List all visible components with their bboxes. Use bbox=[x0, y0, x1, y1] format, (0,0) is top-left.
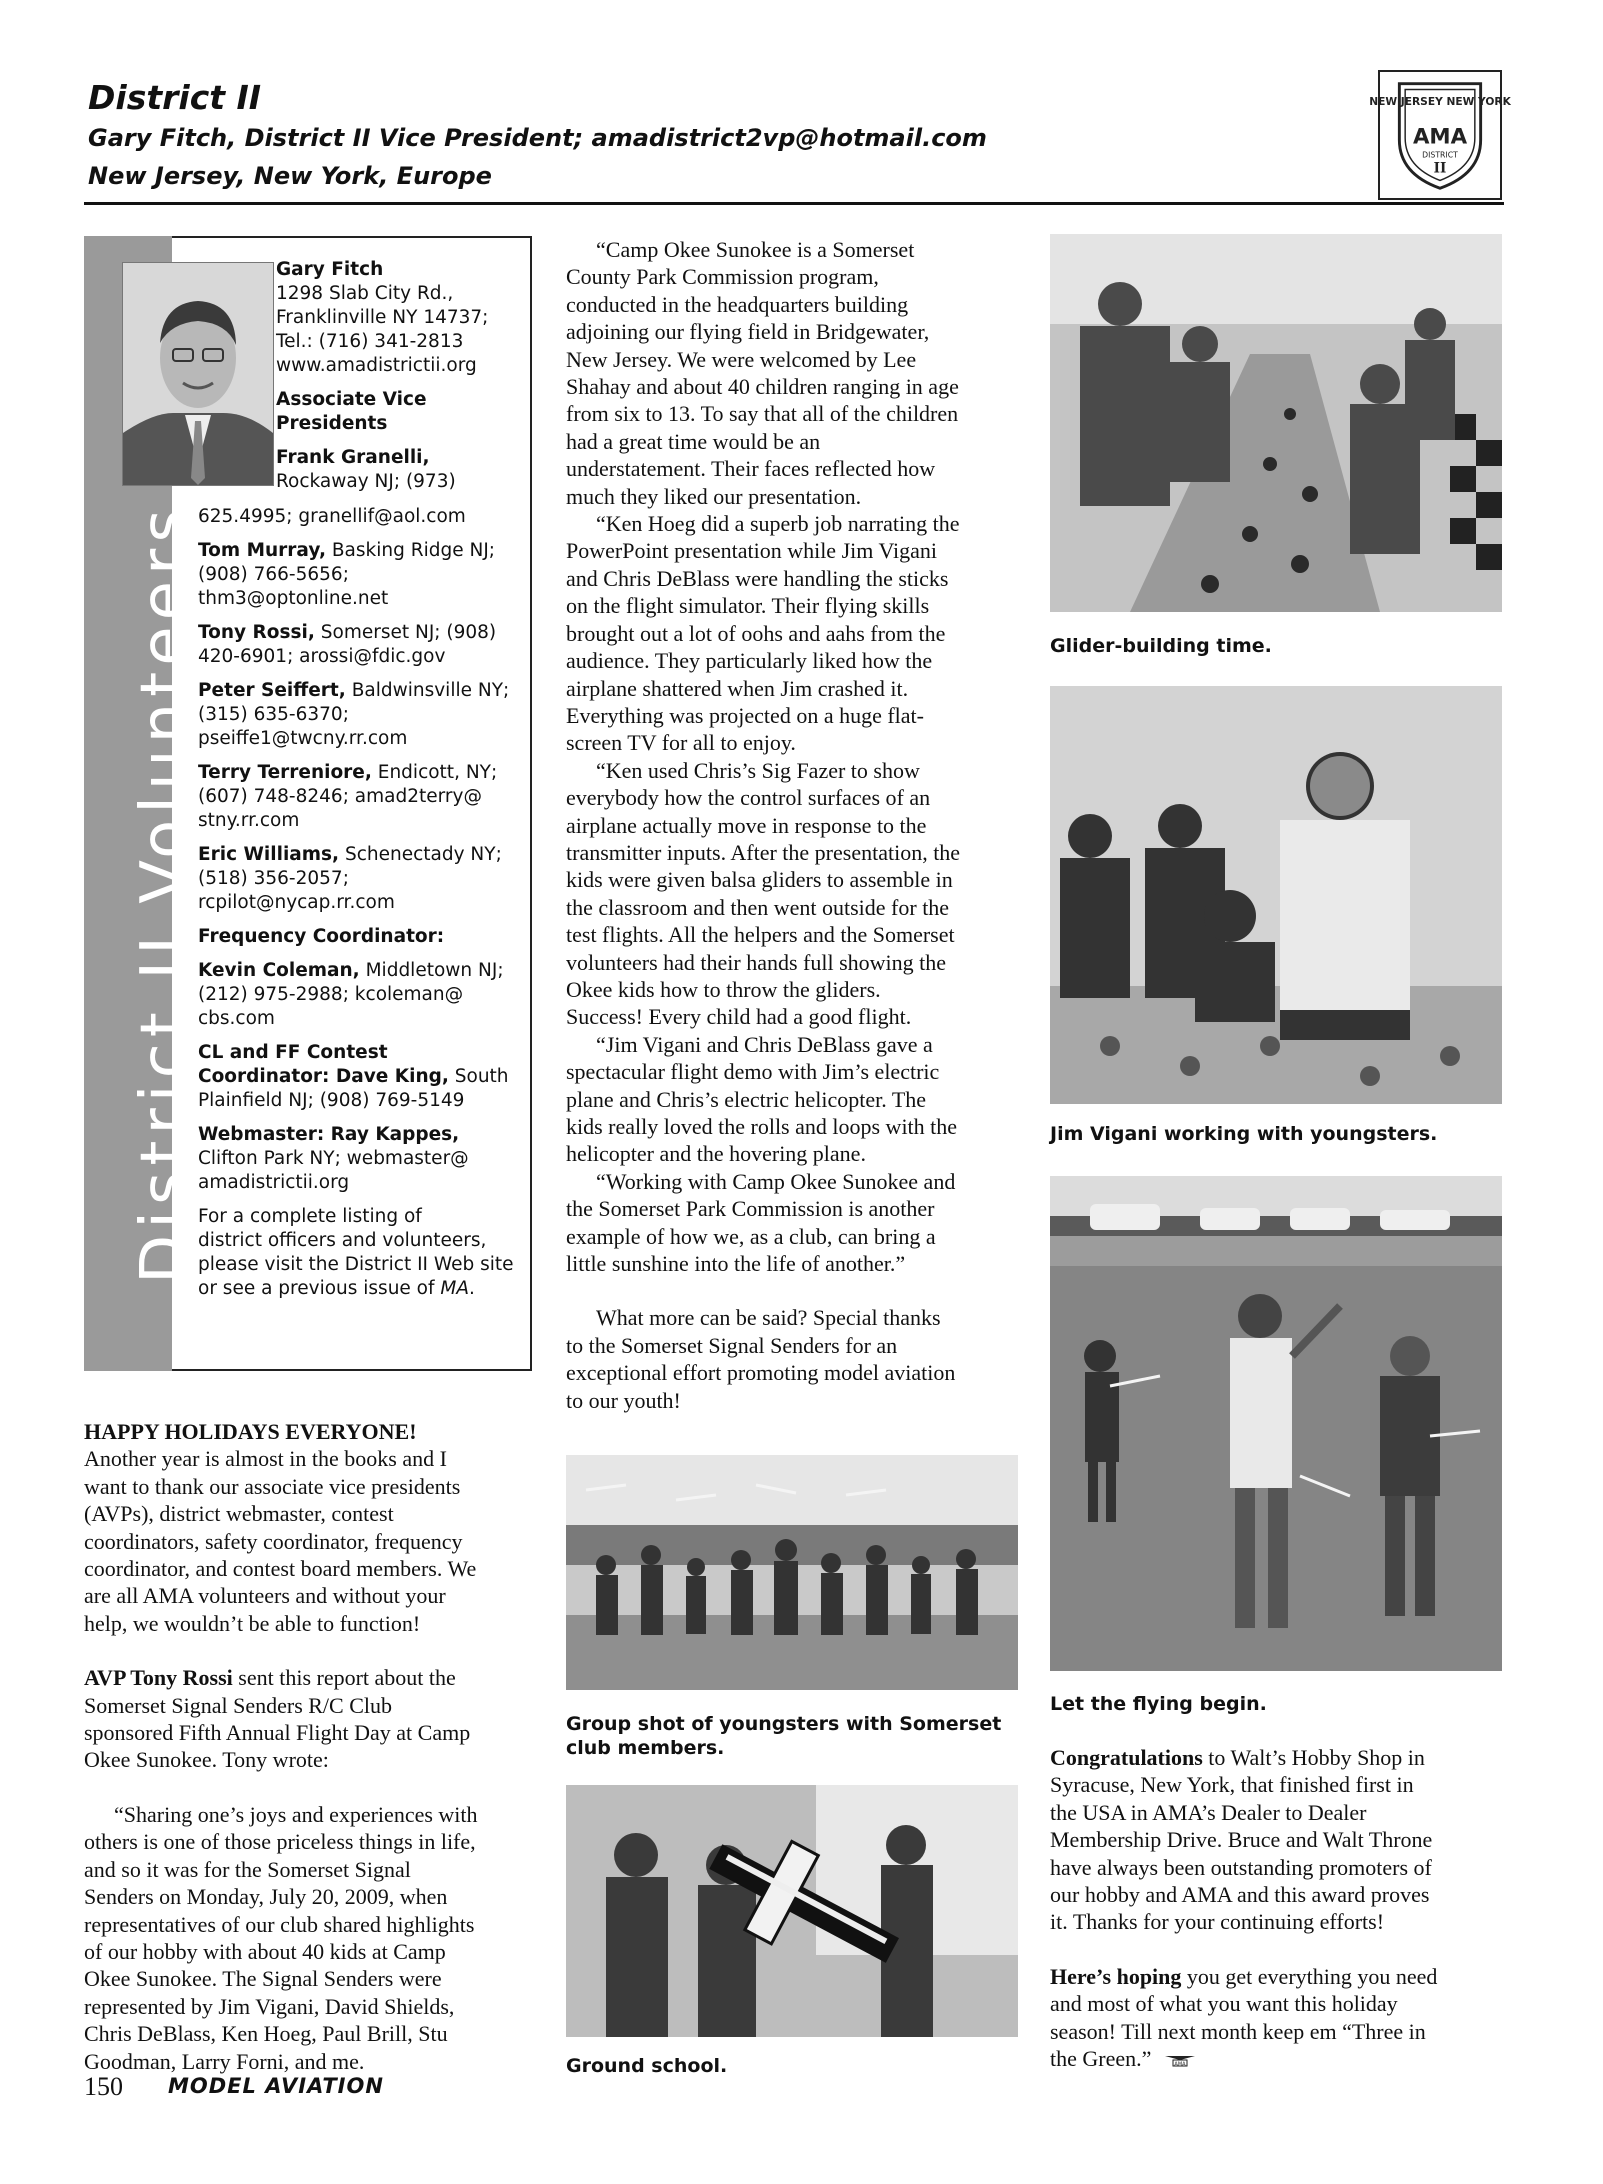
glider-building-caption: Glider-building time. bbox=[1050, 635, 1272, 657]
col3-hoping-l1: you get everything you need bbox=[1181, 1963, 1438, 1989]
col2-p3-l1: “Ken used Chris’s Sig Fazer to show bbox=[596, 757, 920, 783]
column-1 bbox=[84, 1418, 539, 2075]
col2-p1-l8: had a great time would be an bbox=[566, 428, 821, 454]
col2-p5-l1: “Working with Camp Okee Sunokee and bbox=[596, 1168, 956, 1194]
note-line1: For a complete listing of bbox=[198, 1206, 422, 1227]
col2-p6-l3: exceptional effort promoting model aviation bbox=[566, 1360, 956, 1386]
col1-p3-l10: Goodman, Larry Forni, and me. bbox=[84, 2048, 365, 2074]
kevin-line3: cbs.com bbox=[198, 1008, 275, 1029]
col2-p4-l3: plane and Chris’s electric helicopter. The bbox=[566, 1086, 927, 1112]
col3-congrats-l6: our hobby and AMA and this award proves bbox=[1050, 1882, 1430, 1908]
col2-p2-l7: airplane shattered when Jim crashed it. bbox=[566, 675, 909, 701]
col3-hoping-l2: and most of what you want this holiday bbox=[1050, 1991, 1398, 2017]
vp-address1: 1298 Slab City Rd., bbox=[276, 283, 454, 304]
peter-name: Peter Seiffert, bbox=[198, 680, 346, 701]
col2-p2-l1: “Ken Hoeg did a superb job narrating the bbox=[596, 511, 960, 537]
col2-p3-l4: transmitter inputs. After the presentation, the bbox=[566, 839, 961, 865]
col2-p2-l5: brought out a lot of oohs and aahs from the bbox=[566, 620, 946, 646]
col3-congrats-l5: have always been outstanding promoters of bbox=[1050, 1854, 1432, 1880]
col2-p1-l9: understatement. Their faces reflected how bbox=[566, 456, 936, 482]
col2-p4-l1: “Jim Vigani and Chris DeBlass gave a bbox=[596, 1031, 933, 1057]
col2-p3-l2: everybody how the control surfaces of an bbox=[566, 785, 931, 811]
col2-p5-l2: the Somerset Park Commission is another bbox=[566, 1196, 935, 1222]
col2-p5-l4: little sunshine into the life of another.” bbox=[566, 1251, 906, 1277]
column-2 bbox=[566, 236, 1026, 1414]
col1-p1-l6: are all AMA volunteers and without your bbox=[84, 1583, 446, 1609]
col2-p4-l2: spectacular flight demo with Jim’s electric bbox=[566, 1059, 940, 1085]
col1-p3-l1: “Sharing one’s joys and experiences with bbox=[114, 1801, 478, 1827]
col2-p6-l2: to the Somerset Signal Senders for an bbox=[566, 1332, 898, 1358]
col2-p2-l2: PowerPoint presentation while Jim Vigani bbox=[566, 538, 938, 564]
col1-p3-l6: of our hobby with about 40 kids at Camp bbox=[84, 1938, 446, 1964]
col1-p2-l2: Somerset Signal Senders R/C Club bbox=[84, 1692, 392, 1718]
eric-line1: Schenectady NY; bbox=[339, 844, 502, 865]
col2-p1-l5: New Jersey. We were welcomed by Lee bbox=[566, 346, 917, 372]
note-line4: or see a previous issue of bbox=[198, 1278, 441, 1299]
col1-p1-l2: want to thank our associate vice presidents bbox=[84, 1473, 461, 1499]
note-end: . bbox=[469, 1278, 475, 1299]
badge-ama-text: AMA bbox=[1412, 124, 1468, 150]
col1-p3-l4: Senders on Monday, July 20, 2009, when bbox=[84, 1884, 448, 1910]
terry-line2: (607) 748-8246; amad2terry@ bbox=[198, 786, 482, 807]
avp-heading-2: Presidents bbox=[276, 413, 388, 434]
district-title: District II bbox=[88, 78, 262, 117]
magazine-name: MODEL AVIATION bbox=[168, 2074, 384, 2098]
flying-begin-caption: Let the flying begin. bbox=[1050, 1693, 1267, 1715]
frank-name: Frank Granelli, bbox=[276, 447, 430, 468]
col1-p2-l3: sponsored Fifth Annual Flight Day at Camp bbox=[84, 1720, 471, 1746]
col1-p1-l1: Another year is almost in the books and I bbox=[84, 1446, 447, 1472]
vp-name: Gary Fitch bbox=[276, 259, 384, 280]
col1-p2-l4: Okee Sunokee. Tony wrote: bbox=[84, 1747, 329, 1773]
col2-p2-l8: Everything was projected on a huge flat- bbox=[566, 702, 924, 728]
frank-line2: 625.4995; granellif@aol.com bbox=[198, 506, 466, 527]
note-line3: please visit the District II Web site bbox=[198, 1254, 514, 1275]
group-shot-caption bbox=[566, 1712, 1026, 1760]
col1-p3-l2: others is one of those priceless things in life, bbox=[84, 1829, 476, 1855]
terry-name: Terry Terreniore, bbox=[198, 762, 372, 783]
col3-congrats-l7: it. Thanks for your continuing efforts! bbox=[1050, 1909, 1385, 1935]
col2-p6-l1: What more can be said? Special thanks bbox=[596, 1305, 941, 1331]
col3-congrats-l2: Syracuse, New York, that finished first in bbox=[1050, 1772, 1414, 1798]
col3-congrats-l3: the USA in AMA’s Dealer to Dealer bbox=[1050, 1799, 1367, 1825]
col1-p3-l9: Chris DeBlass, Ken Hoeg, Paul Brill, Stu bbox=[84, 2021, 448, 2047]
webmaster-line1: Clifton Park NY; webmaster@ bbox=[198, 1148, 469, 1169]
ground-school-photo bbox=[566, 1785, 1018, 2037]
note-line2: district officers and volunteers, bbox=[198, 1230, 487, 1251]
tony-line1: Somerset NJ; (908) bbox=[314, 622, 497, 643]
col1-p3-l7: Okee Sunokee. The Signal Senders were bbox=[84, 1966, 442, 1992]
clff-line2: Plainfield NJ; (908) 769-5149 bbox=[198, 1090, 465, 1111]
col2-p4-l5: helicopter and the hovering plane. bbox=[566, 1141, 866, 1167]
ama-district-logo bbox=[1369, 72, 1511, 198]
avp-heading-1: Associate Vice bbox=[276, 389, 427, 410]
col3-hoping-l3: season! Till next month keep em “Three in bbox=[1050, 2018, 1426, 2044]
jim-vigani-caption: Jim Vigani working with youngsters. bbox=[1050, 1123, 1438, 1145]
eric-name: Eric Williams, bbox=[198, 844, 340, 865]
district-badge bbox=[1369, 70, 1511, 200]
group-shot-photo bbox=[566, 1455, 1018, 1690]
col2-p6-l4: to our youth! bbox=[566, 1387, 681, 1413]
col2-p2-l4: on the flight simulator. Their flying skills bbox=[566, 593, 930, 619]
volunteer-list bbox=[198, 505, 528, 1301]
col2-p3-l7: test flights. All the helpers and the Somerset bbox=[566, 922, 955, 948]
webmaster-line2: amadistrictii.org bbox=[198, 1172, 350, 1193]
terry-line1: Endicott, NY; bbox=[371, 762, 498, 783]
col1-p1-l5: coordinator, and contest board members. We bbox=[84, 1556, 477, 1582]
badge-top-text: NEW JERSEY NEW YORK bbox=[1369, 95, 1511, 108]
col1-p1-l7: help, we wouldn’t be able to function! bbox=[84, 1610, 421, 1636]
col3-hoping-l4: the Green.” bbox=[1050, 2046, 1152, 2072]
column-3-text bbox=[1050, 1744, 1510, 2075]
col2-p1-l3: conducted in the headquarters building bbox=[566, 291, 909, 317]
header-rule bbox=[84, 202, 1504, 205]
kevin-line2: (212) 975-2988; kcoleman@ bbox=[198, 984, 464, 1005]
col2-p2-l3: and Chris DeBlass were handling the sticks bbox=[566, 565, 949, 591]
clff-line1: South bbox=[448, 1066, 509, 1087]
col2-p1-l1: “Camp Okee Sunokee is a Somerset bbox=[596, 237, 915, 262]
col1-p3-l3: and so it was for the Somerset Signal bbox=[84, 1856, 411, 1882]
col1-p3-l8: represented by Jim Vigani, David Shields, bbox=[84, 1993, 455, 2019]
vp-tel: Tel.: (716) 341-2813 bbox=[276, 331, 464, 352]
col1-p1-l3: (AVPs), district webmaster, contest bbox=[84, 1501, 394, 1527]
glider-building-photo bbox=[1050, 234, 1502, 612]
clff-heading-1: CL and FF Contest bbox=[198, 1042, 388, 1063]
col2-p1-l4: adjoining our flying field in Bridgewater, bbox=[566, 319, 930, 345]
congrats-bold: Congratulations bbox=[1050, 1745, 1203, 1770]
holiday-heading: HAPPY HOLIDAYS EVERYONE! bbox=[84, 1419, 417, 1444]
page-header bbox=[84, 70, 1504, 205]
group-caption-line2: club members. bbox=[566, 1737, 725, 1759]
avp-tony-bold: AVP Tony Rossi bbox=[84, 1665, 233, 1691]
kevin-line1: Middletown NJ; bbox=[359, 960, 504, 981]
webmaster-name: Webmaster: Ray Kappes, bbox=[198, 1124, 460, 1145]
ama-end-mark-icon bbox=[1163, 2047, 1197, 2074]
col2-p3-l5: kids were given balsa gliders to assemble in bbox=[566, 867, 953, 893]
col2-p3-l3: airplane actually move in response to the bbox=[566, 812, 927, 838]
eric-line2: (518) 356-2057; bbox=[198, 868, 349, 889]
vp-line: Gary Fitch, District II Vice President; amadistrict2vp@hotmail.com bbox=[88, 124, 987, 152]
col2-p1-l7: from six to 13. To say that all of the children bbox=[566, 401, 959, 427]
col2-p3-l10: Success! Every child had a good flight. bbox=[566, 1004, 912, 1030]
col2-p3-l9: Okee kids how to throw the gliders. bbox=[566, 976, 881, 1002]
col3-congrats-l1: to Walt’s Hobby Shop in bbox=[1202, 1745, 1425, 1770]
col3-congrats-l4: Membership Drive. Bruce and Walt Throne bbox=[1050, 1827, 1433, 1853]
terry-line3: stny.rr.com bbox=[198, 810, 300, 831]
col1-p1-l4: coordinators, safety coordinator, frequency bbox=[84, 1528, 463, 1554]
tom-line1: Basking Ridge NJ; bbox=[325, 540, 496, 561]
tony-name: Tony Rossi, bbox=[198, 622, 315, 643]
page-number: 150 bbox=[84, 2072, 123, 2101]
tom-name: Tom Murray, bbox=[198, 540, 326, 561]
col2-p3-l6: the classroom and then went outside for the bbox=[566, 894, 950, 920]
tony-line2: 420-6901; arossi@fdic.gov bbox=[198, 646, 446, 667]
vp-address2: Franklinville NY 14737; bbox=[276, 307, 489, 328]
badge-district-text: DISTRICT bbox=[1422, 150, 1458, 160]
col2-p2-l9: screen TV for all to enjoy. bbox=[566, 730, 796, 756]
volunteers-tab-title: District II Volunteers bbox=[128, 503, 202, 1284]
ground-school-caption: Ground school. bbox=[566, 2055, 728, 2077]
hoping-bold: Here’s hoping bbox=[1050, 1963, 1182, 1989]
peter-line1: Baldwinsville NY; bbox=[345, 680, 510, 701]
badge-numeral: II bbox=[1433, 160, 1447, 177]
col2-p4-l4: kids really loved the rolls and loops with the bbox=[566, 1114, 958, 1139]
end-mark-text: AMA bbox=[1174, 2061, 1186, 2068]
peter-line2: (315) 635-6370; bbox=[198, 704, 349, 725]
frank-line1: Rockaway NJ; (973) bbox=[276, 471, 456, 492]
col1-p3-l5: representatives of our club shared highlights bbox=[84, 1911, 475, 1937]
clff-heading-2: Coordinator: Dave King, bbox=[198, 1066, 449, 1087]
kevin-name: Kevin Coleman, bbox=[198, 960, 360, 981]
frequency-heading: Frequency Coordinator: bbox=[198, 926, 445, 947]
group-caption-line1: Group shot of youngsters with Somerset bbox=[566, 1713, 1002, 1735]
col2-p2-l6: audience. They particularly liked how the bbox=[566, 648, 933, 674]
col2-p5-l3: example of how we, as a club, can bring a bbox=[566, 1223, 936, 1249]
jim-vigani-photo bbox=[1050, 686, 1502, 1104]
gary-fitch-portrait bbox=[122, 262, 274, 486]
vp-contact bbox=[276, 258, 488, 494]
eric-line3: rcpilot@nycap.rr.com bbox=[198, 892, 395, 913]
col1-p2-l1: sent this report about the bbox=[232, 1665, 456, 1691]
col2-p1-l10: much they liked our presentation. bbox=[566, 483, 862, 509]
tom-line3: thm3@optonline.net bbox=[198, 588, 389, 609]
tom-line2: (908) 766-5656; bbox=[198, 564, 349, 585]
col2-p3-l8: volunteers had their hands full showing the bbox=[566, 949, 947, 975]
col2-p1-l2: County Park Commission program, bbox=[566, 264, 879, 290]
note-italic: MA bbox=[440, 1278, 470, 1299]
col2-p1-l6: Shahay and about 40 children ranging in age bbox=[566, 374, 959, 400]
vp-web[interactable]: www.amadistrictii.org bbox=[276, 355, 477, 376]
peter-line3: pseiffe1@twcny.rr.com bbox=[198, 728, 408, 749]
regions-line: New Jersey, New York, Europe bbox=[88, 162, 492, 190]
flying-begin-photo bbox=[1050, 1176, 1502, 1671]
